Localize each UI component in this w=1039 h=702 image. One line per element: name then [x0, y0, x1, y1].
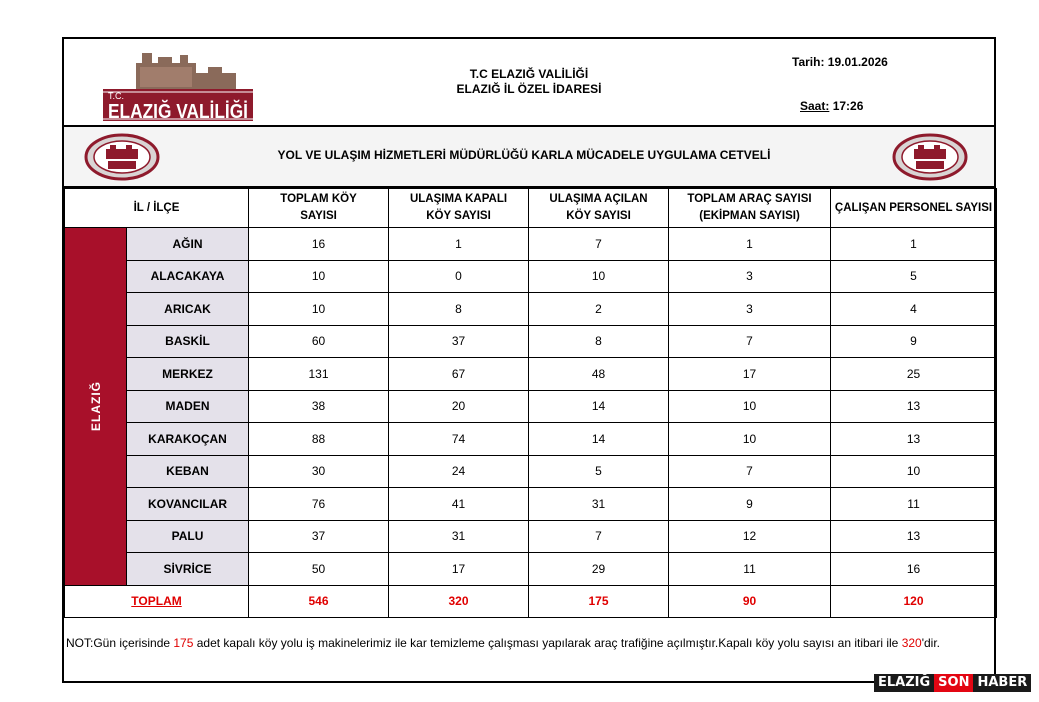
header-personnel: ÇALIŞAN PERSONEL SAYISI [831, 189, 997, 228]
special-administration-seal-left [84, 133, 160, 181]
cell-vehicles: 3 [669, 293, 831, 326]
cell-vehicles: 10 [669, 390, 831, 423]
header-opened-villages [529, 189, 669, 228]
note-part-1: NOT:Gün içerisinde [66, 636, 174, 650]
cell-opened: 29 [529, 553, 669, 586]
district-name: MERKEZ [127, 358, 249, 391]
cell-vehicles: 11 [669, 553, 831, 586]
totals-label: TOPLAM [65, 585, 249, 618]
cell-personnel: 13 [831, 520, 997, 553]
date-value: 19.01.2026 [827, 55, 888, 69]
cell-total: 131 [249, 358, 389, 391]
cell-personnel: 16 [831, 553, 997, 586]
cell-personnel: 9 [831, 325, 997, 358]
cell-closed: 24 [389, 455, 529, 488]
totals-vehicles: 90 [669, 585, 831, 618]
institution-title [364, 67, 694, 97]
cell-closed: 20 [389, 390, 529, 423]
cell-total: 60 [249, 325, 389, 358]
header-closed-villages [389, 189, 529, 228]
cell-total: 30 [249, 455, 389, 488]
district-name: MADEN [127, 390, 249, 423]
cell-closed: 67 [389, 358, 529, 391]
cell-closed: 41 [389, 488, 529, 521]
district-name: KOVANCILAR [127, 488, 249, 521]
header-vehicles-line-2: (EKİPMAN SAYISI) [699, 210, 800, 222]
report-date [792, 55, 888, 69]
cell-opened: 5 [529, 455, 669, 488]
report-header [64, 39, 994, 127]
cell-vehicles: 7 [669, 455, 831, 488]
cell-opened: 14 [529, 390, 669, 423]
district-name: KEBAN [127, 455, 249, 488]
note-part-3: 'dir. [921, 636, 941, 650]
district-name: ALACAKAYA [127, 260, 249, 293]
table-row [65, 455, 997, 488]
cell-total: 10 [249, 260, 389, 293]
svg-text:T.C.: T.C. [108, 91, 125, 101]
cell-vehicles: 1 [669, 228, 831, 261]
cell-opened: 10 [529, 260, 669, 293]
cell-closed: 17 [389, 553, 529, 586]
cell-opened: 7 [529, 520, 669, 553]
cell-opened: 48 [529, 358, 669, 391]
district-name: AĞIN [127, 228, 249, 261]
region-cell [65, 228, 127, 586]
totals-total: 546 [249, 585, 389, 618]
note-part-2: adet kapalı köy yolu iş makinelerimiz ile kar temizleme çalışması yapılarak araç trafiğine açılmıştır.Kapalı köy yolu sayısı an itibari ile [193, 636, 902, 650]
header-opened-line-1: ULAŞIMA AÇILAN [549, 193, 648, 205]
cell-total: 16 [249, 228, 389, 261]
cell-opened: 7 [529, 228, 669, 261]
report-subheader [64, 127, 994, 188]
table-row [65, 260, 997, 293]
date-label: Tarih: [792, 55, 825, 69]
cell-total: 10 [249, 293, 389, 326]
cell-closed: 0 [389, 260, 529, 293]
table-row [65, 228, 997, 261]
header-total-villages [249, 189, 389, 228]
table-row [65, 520, 997, 553]
cell-personnel: 10 [831, 455, 997, 488]
cell-opened: 14 [529, 423, 669, 456]
cell-personnel: 4 [831, 293, 997, 326]
table-row [65, 390, 997, 423]
cell-opened: 31 [529, 488, 669, 521]
cell-total: 88 [249, 423, 389, 456]
cell-closed: 37 [389, 325, 529, 358]
header-total-villages-line-2: SAYISI [300, 210, 337, 222]
cell-closed: 1 [389, 228, 529, 261]
cell-personnel: 13 [831, 390, 997, 423]
cell-vehicles: 17 [669, 358, 831, 391]
table-header-row [65, 189, 997, 228]
cell-total: 50 [249, 553, 389, 586]
district-name: BASKİL [127, 325, 249, 358]
cell-vehicles: 3 [669, 260, 831, 293]
note-closed-value: 320 [901, 636, 922, 650]
header-closed-line-1: ULAŞIMA KAPALI [409, 193, 508, 205]
header-vehicles [669, 189, 831, 228]
time-label: Saat: [800, 99, 830, 113]
cell-total: 37 [249, 520, 389, 553]
cell-vehicles: 9 [669, 488, 831, 521]
header-total-villages-line-1: TOPLAM KÖY [280, 193, 357, 205]
totals-row [65, 585, 997, 618]
institution-line-1: T.C ELAZIĞ VALİLİĞİ [469, 67, 589, 81]
table-row [65, 423, 997, 456]
watermark-part-2: SON [934, 674, 973, 692]
cell-personnel: 5 [831, 260, 997, 293]
cell-vehicles: 10 [669, 423, 831, 456]
cell-opened: 2 [529, 293, 669, 326]
cell-personnel: 25 [831, 358, 997, 391]
header-closed-line-2: KÖY SAYISI [426, 210, 491, 222]
report-frame [62, 37, 996, 683]
report-title: YOL VE ULAŞIM HİZMETLERİ MÜDÜRLÜĞÜ KARLA MÜCADELE UYGULAMA CETVELİ [277, 148, 771, 162]
cell-total: 38 [249, 390, 389, 423]
watermark-part-3: HABER [973, 674, 1031, 692]
institution-line-2: ELAZIĞ İL ÖZEL İDARESİ [456, 82, 602, 96]
cell-closed: 74 [389, 423, 529, 456]
cell-personnel: 13 [831, 423, 997, 456]
snow-operations-table [64, 188, 997, 618]
cell-vehicles: 12 [669, 520, 831, 553]
table-row [65, 553, 997, 586]
district-name: PALU [127, 520, 249, 553]
time-value: 17:26 [832, 99, 864, 113]
header-vehicles-line-1: TOPLAM ARAÇ SAYISI [687, 193, 812, 205]
totals-opened: 175 [529, 585, 669, 618]
region-label: ELAZIĞ [88, 381, 103, 432]
totals-personnel: 120 [831, 585, 997, 618]
totals-closed: 320 [389, 585, 529, 618]
district-name: SİVRİCE [127, 553, 249, 586]
table-row [65, 293, 997, 326]
svg-text:ELAZIĞ VALİLİĞİ: ELAZIĞ VALİLİĞİ [108, 101, 258, 123]
watermark-part-1: ELAZIĞ [874, 674, 934, 692]
table-row [65, 488, 997, 521]
cell-opened: 8 [529, 325, 669, 358]
report-time [800, 99, 863, 113]
note-opened-value: 175 [173, 636, 194, 650]
cell-vehicles: 7 [669, 325, 831, 358]
table-row [65, 325, 997, 358]
header-opened-line-2: KÖY SAYISI [566, 210, 631, 222]
cell-closed: 31 [389, 520, 529, 553]
cell-closed: 8 [389, 293, 529, 326]
cell-personnel: 1 [831, 228, 997, 261]
cell-personnel: 11 [831, 488, 997, 521]
header-district: İL / İLÇE [65, 189, 249, 228]
district-name: ARICAK [127, 293, 249, 326]
table-row [65, 358, 997, 391]
special-administration-seal-right [892, 133, 968, 181]
district-name: KARAKOÇAN [127, 423, 249, 456]
footnote [66, 634, 986, 653]
governorship-logo [98, 45, 258, 123]
cell-total: 76 [249, 488, 389, 521]
news-watermark [874, 674, 1031, 692]
